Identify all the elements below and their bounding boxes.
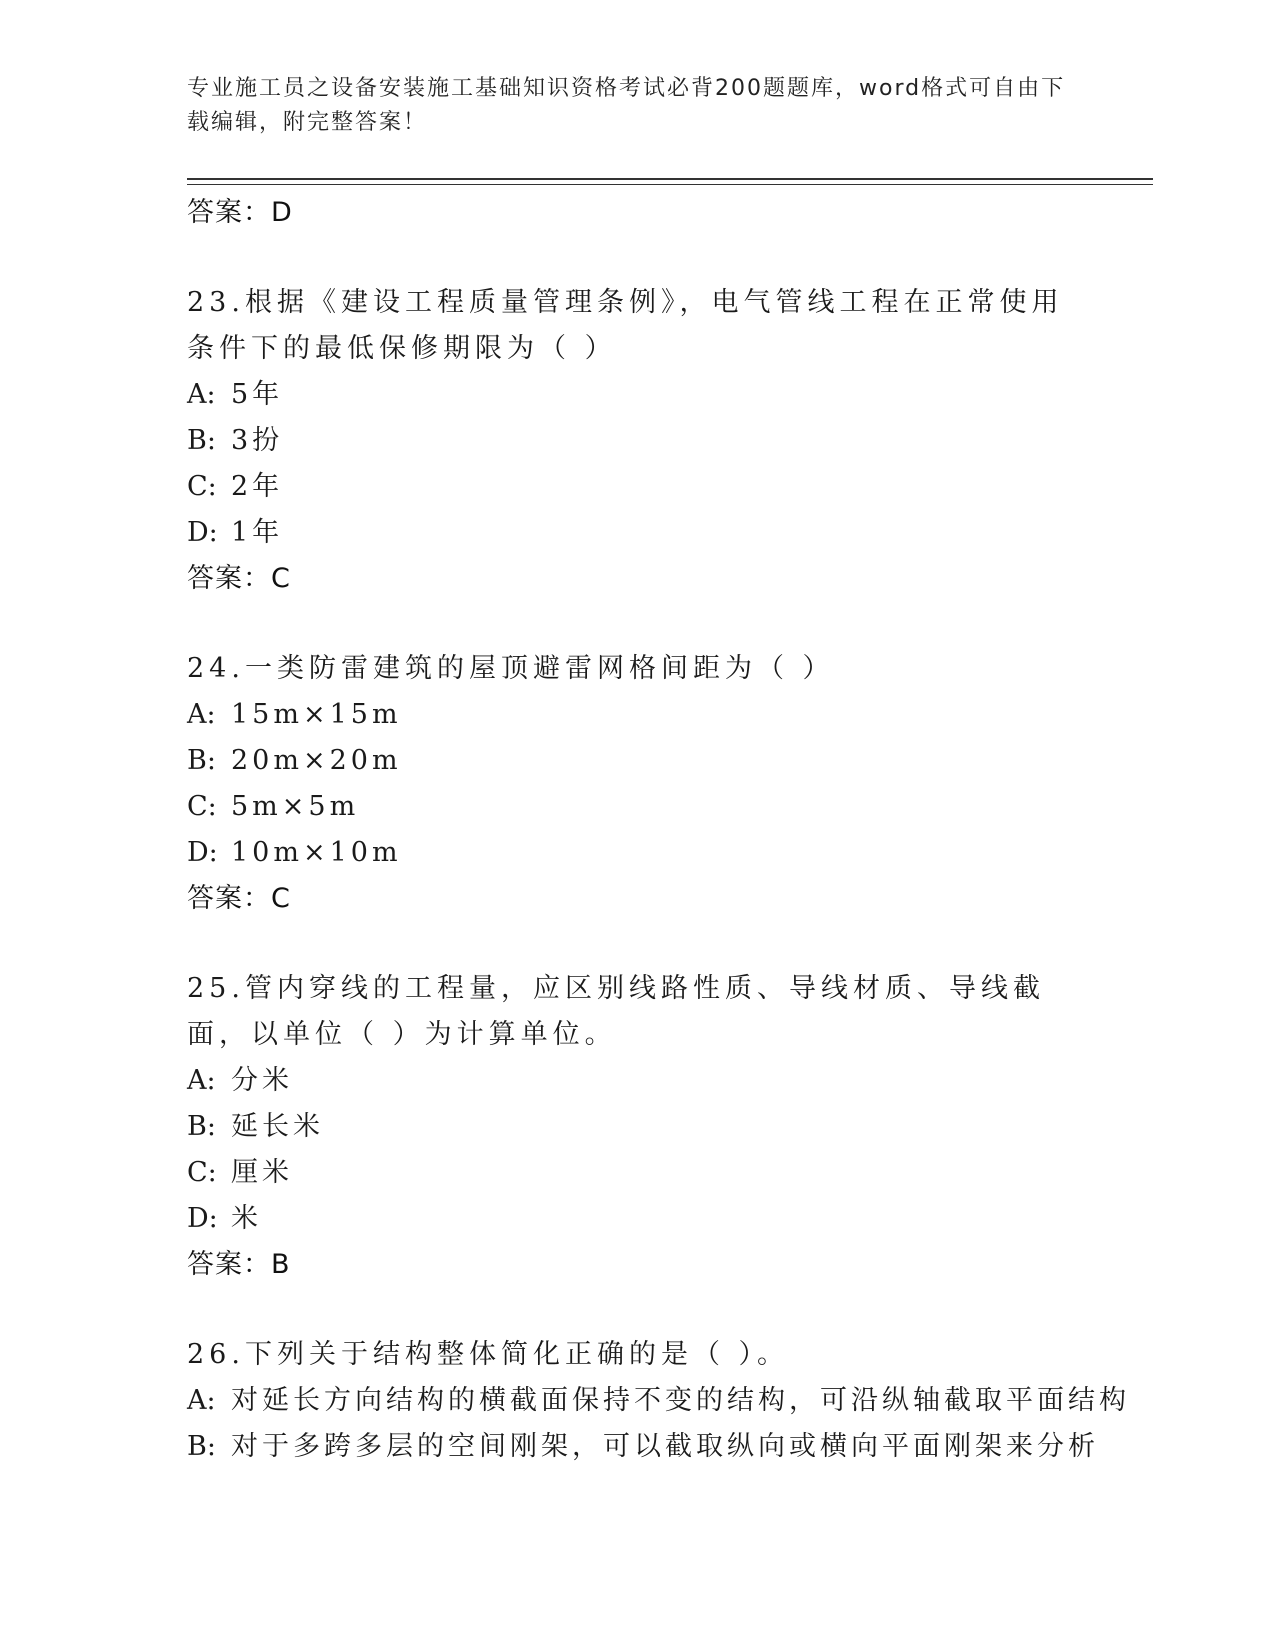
option-label: D: (187, 517, 218, 548)
option-text: 分米 (231, 1065, 293, 1096)
option-a (187, 692, 1087, 738)
option-label: B: (187, 1111, 216, 1142)
answer-line: 答案：C (187, 883, 291, 914)
answer-line: 答案：D (187, 197, 293, 228)
option-c (187, 464, 1087, 510)
option-text: 10m×10m (231, 837, 402, 868)
question-text: 25.管内穿线的工程量，应区别线路性质、导线材质、导线截面，以单位（ ）为计算单位。 (187, 973, 1045, 1050)
option-text: 延长米 (231, 1111, 324, 1142)
answer-line: 答案：B (187, 1249, 291, 1280)
option-b (187, 418, 1087, 464)
option-c (187, 1150, 1087, 1196)
option-text: 3扮 (231, 425, 284, 456)
option-label: A: (187, 699, 216, 730)
option-label: C: (187, 1157, 217, 1188)
header-divider (187, 178, 1153, 180)
header-divider-thin (187, 184, 1153, 185)
option-text: 2年 (231, 471, 284, 502)
option-label: C: (187, 791, 217, 822)
option-label: A: (187, 1385, 216, 1416)
question-text: 24.一类防雷建筑的屋顶避雷网格间距为（ ） (187, 653, 835, 684)
option-label: D: (187, 837, 218, 868)
document-header: 专业施工员之设备安装施工基础知识资格考试必背200题题库，word格式可自由下载编辑，附完整答案！ (187, 76, 1066, 135)
option-text: 米 (231, 1203, 262, 1234)
answer-line: 答案：C (187, 563, 291, 594)
option-text: 厘米 (231, 1157, 293, 1188)
option-b (187, 1424, 1099, 1470)
option-text: 5m×5m (231, 791, 360, 822)
question-block (187, 646, 1087, 922)
option-text: 5年 (231, 379, 284, 410)
option-a (187, 1058, 1087, 1104)
option-text: 20m×20m (231, 745, 402, 776)
option-label: B: (187, 745, 216, 776)
document-body (187, 190, 1130, 1470)
option-c (187, 784, 1087, 830)
option-d (187, 830, 1087, 876)
question-block (187, 280, 1087, 602)
option-text: 1年 (231, 517, 284, 548)
option-b (187, 1104, 1087, 1150)
question-text: 26.下列关于结构整体简化正确的是（ ）。 (187, 1339, 790, 1370)
question-block (187, 1332, 1130, 1470)
option-text: 对于多跨多层的空间刚架，可以截取纵向或横向平面刚架来分析 (231, 1431, 1099, 1462)
option-d (187, 1196, 1087, 1242)
question-text: 23.根据《建设工程质量管理条例》，电气管线工程在正常使用条件下的最低保修期限为（ ） (187, 287, 1064, 364)
option-label: D: (187, 1203, 218, 1234)
question-block (187, 966, 1087, 1288)
option-label: A: (187, 1065, 216, 1096)
option-d (187, 510, 1087, 556)
option-b (187, 738, 1087, 784)
option-label: B: (187, 425, 216, 456)
option-label: B: (187, 1431, 216, 1462)
option-text: 对延长方向结构的横截面保持不变的结构，可沿纵轴截取平面结构 (231, 1385, 1130, 1416)
option-label: C: (187, 471, 217, 502)
option-label: A: (187, 379, 216, 410)
option-a (187, 372, 1087, 418)
option-text: 15m×15m (231, 699, 402, 730)
option-a (187, 1378, 1130, 1424)
